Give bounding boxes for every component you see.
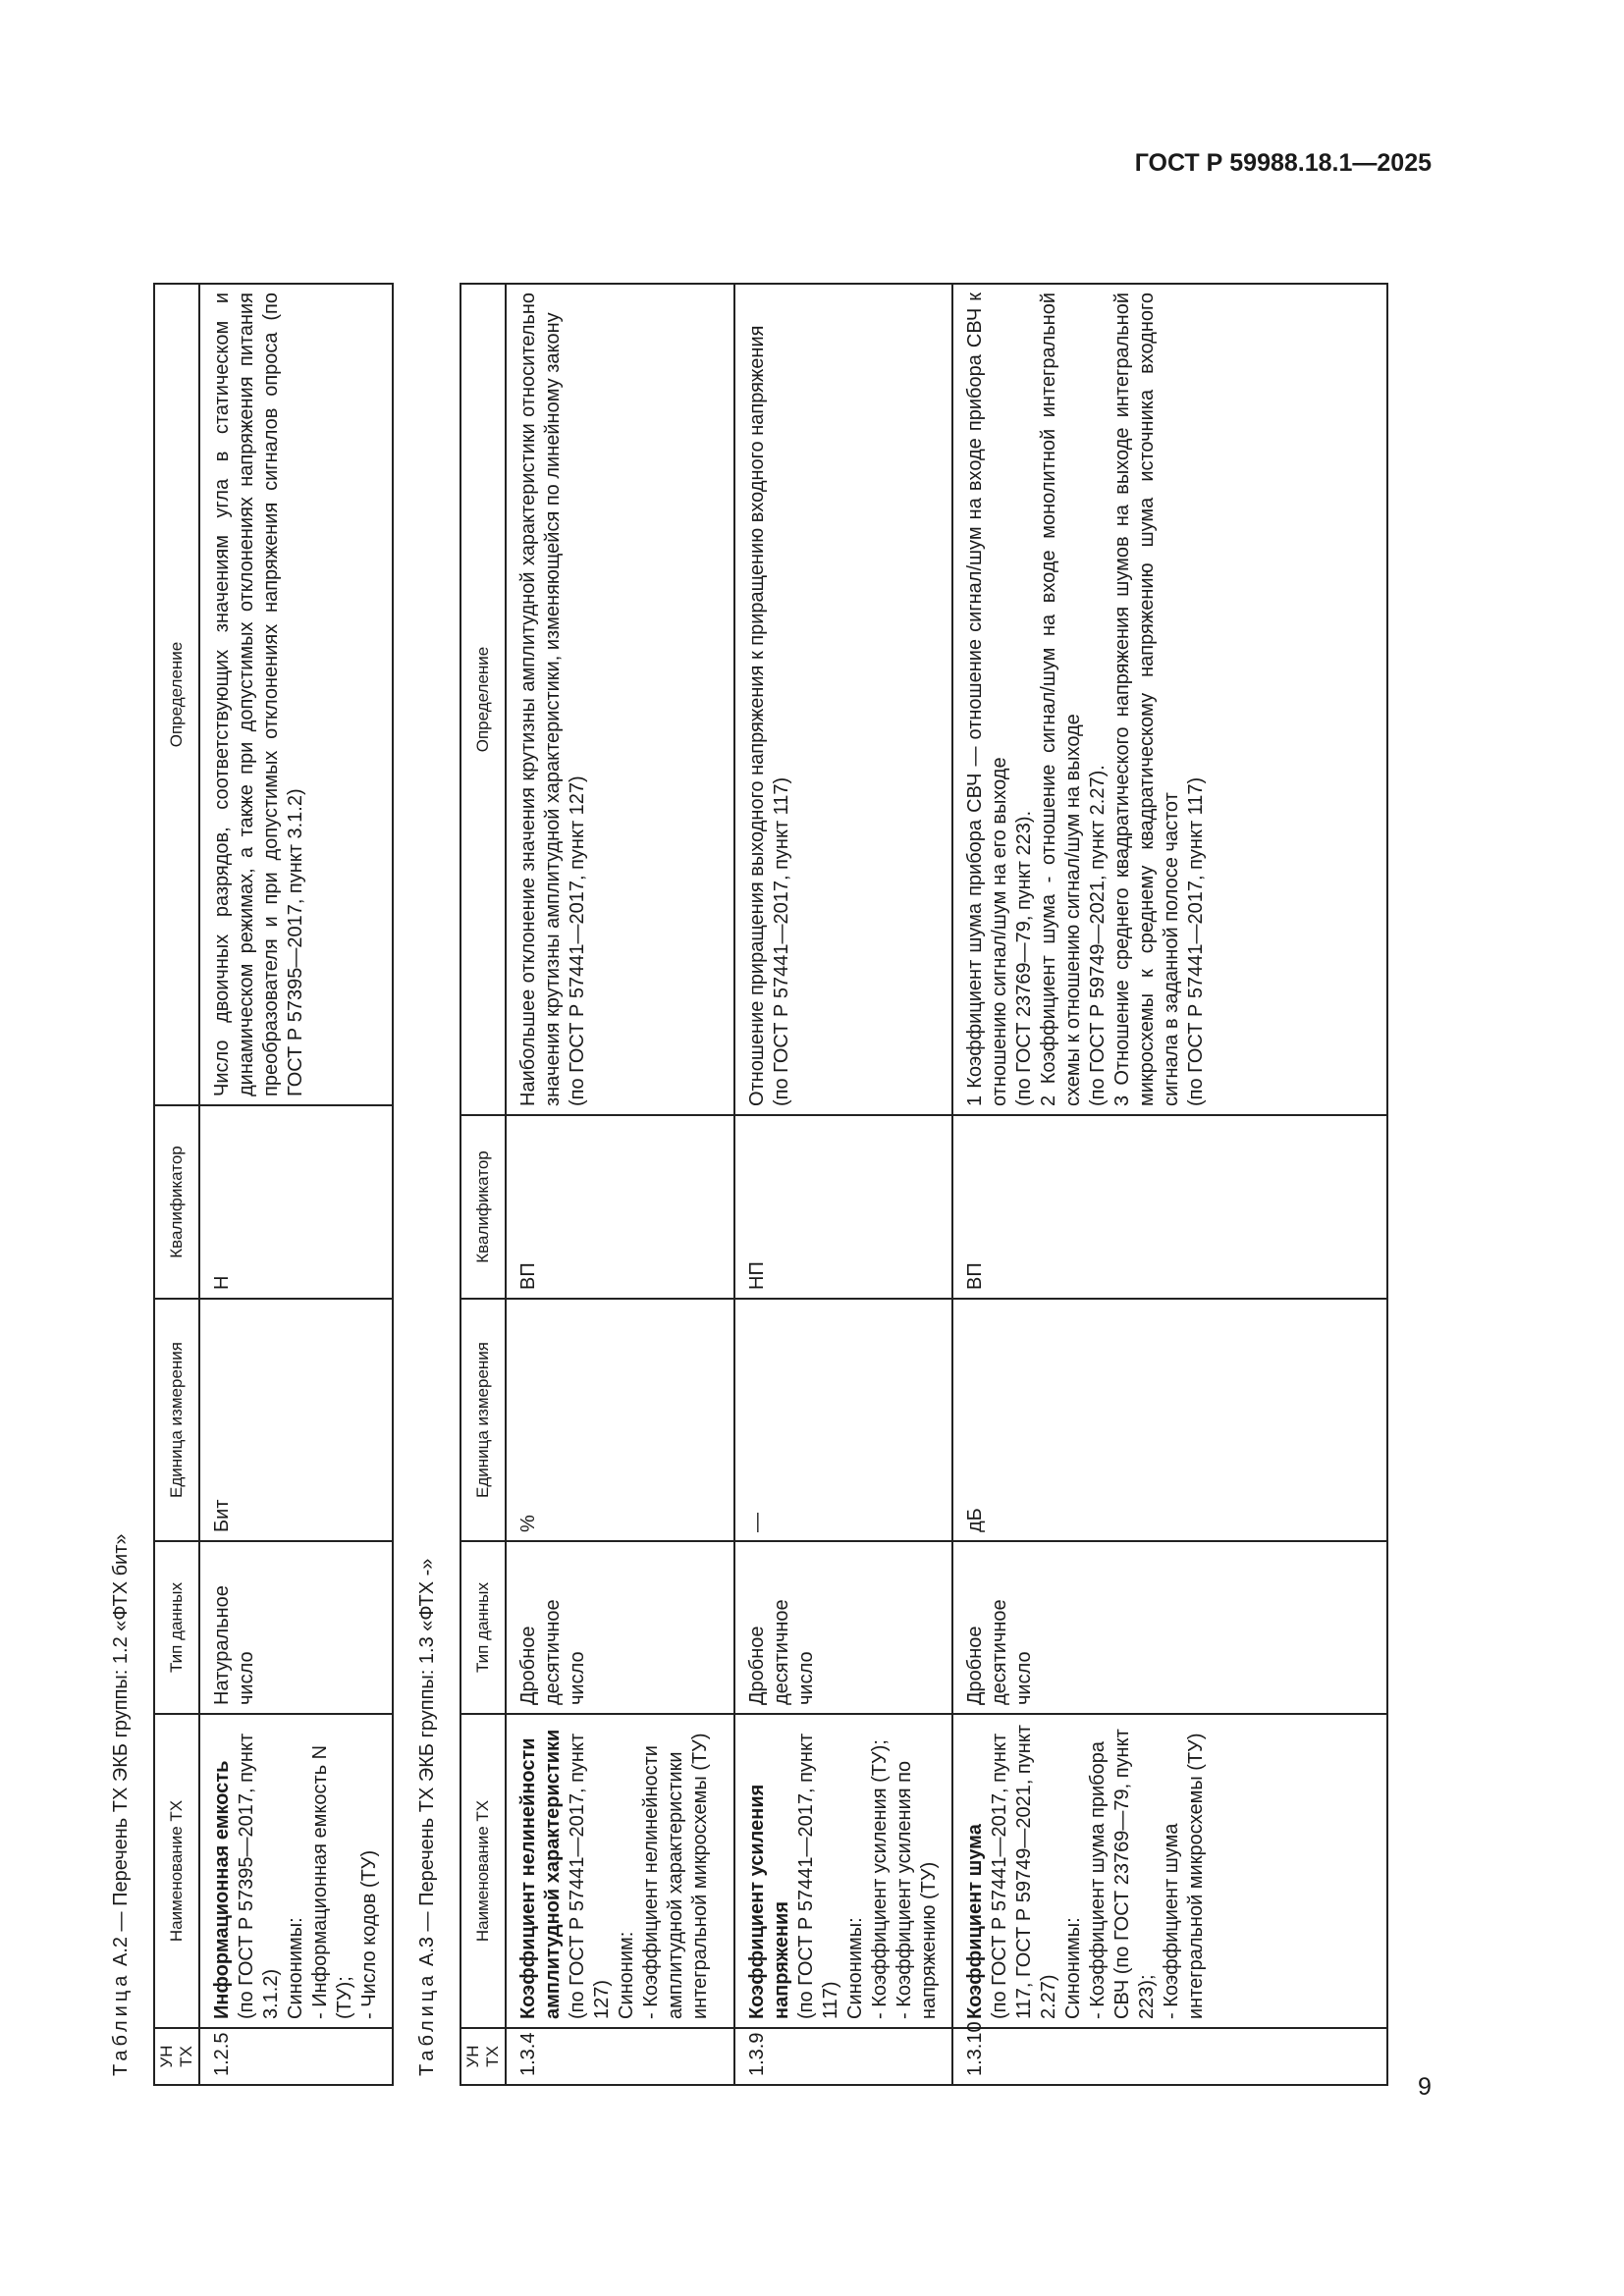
cell-un: 1.2.5 (199, 2028, 393, 2085)
name-line: (по ГОСТ Р 57441—2017, пункт 117, ГОСТ Р 59749—2021, пункт 2.27) (989, 1725, 1059, 2019)
rotated-content (110, 206, 1382, 2086)
cell-definition (952, 284, 1387, 1115)
name-bold: Коэффициент усиления напряжения (746, 1784, 792, 2019)
definition-line: (по ГОСТ Р 59749—2021, пункт 2.27). (1087, 765, 1109, 1106)
name-line: Синонимы: (844, 1917, 866, 2019)
name-line: - Коэффициент нелинейности амплитудной характеристики интегральной микросхемы (ТУ) (640, 1733, 711, 2019)
col-header: Тип данных (460, 1541, 506, 1714)
name-line: - Число кодов (ТУ) (358, 1849, 380, 2019)
name-line: - Коэффициент шума интегральной микросхемы (ТУ) (1161, 1733, 1207, 2019)
cell-unit: % (506, 1299, 734, 1541)
col-header: Наименование ТХ (154, 1714, 199, 2028)
page-number: 9 (1418, 2073, 1432, 2101)
cell-name (199, 1714, 393, 2028)
caption-label: Таблица (110, 1971, 132, 2076)
table-header-row (460, 284, 506, 2085)
col-header: Единица измерения (460, 1299, 506, 1541)
cell-name (506, 1714, 734, 2028)
col-header: Единица измерения (154, 1299, 199, 1541)
definition-line: 3 Отношение среднего квадратического напряжения шумов на выходе интегральной микросхемы к среднему квадратическому напряжению шума источника входного сигнала в заданной полосе частот (1111, 293, 1182, 1106)
standard-header: ГОСТ Р 59988.18.1—2025 (1134, 149, 1432, 177)
table-row (952, 284, 1387, 2085)
col-header: Квалификатор (154, 1105, 199, 1299)
definition-line: (по ГОСТ 23769—79, пункт 223). (1013, 810, 1035, 1106)
col-header: УН ТХ (460, 2028, 506, 2085)
name-line: - Коэффициент усиления по напряжению (ТУ) (893, 1760, 940, 2019)
caption-label: Таблица (416, 1971, 438, 2076)
name-bold: Коэффициент шума (964, 1824, 986, 2019)
name-line: Синонимы: (285, 1917, 306, 2019)
cell-definition (734, 284, 952, 1115)
name-bold: Информационная емкость (211, 1760, 233, 2019)
definition-line: (по ГОСТ Р 57441—2017, пункт 117) (771, 776, 792, 1106)
table-a2-caption (110, 1533, 133, 2076)
col-header: Определение (460, 284, 506, 1115)
definition-line: (по ГОСТ Р 57441—2017, пункт 117) (1185, 776, 1207, 1106)
cell-unit: — (734, 1299, 952, 1541)
definition-line: 2 Коэффициент шума - отношение сигнал/шум на входе монолитной интегральной схемы к отношению сигнал/шум на выходе (1038, 293, 1084, 1106)
caption-text: А.2 — Перечень ТХ ЭКБ группы: 1.2 «ФТХ бит» (110, 1533, 132, 1967)
name-line: Синоним: (616, 1931, 637, 2019)
name-line: (по ГОСТ Р 57395—2017, пункт 3.1.2) (236, 1733, 282, 2019)
table-a2 (153, 283, 394, 2086)
col-header: Наименование ТХ (460, 1714, 506, 2028)
name-line: (по ГОСТ Р 57441—2017, пункт 127) (567, 1733, 613, 2019)
cell-type: Дробное десятичное число (952, 1541, 1387, 1714)
cell-name (734, 1714, 952, 2028)
name-line: - Информационная емкость N (ТУ); (309, 1744, 355, 2019)
cell-unit: Бит (199, 1299, 393, 1541)
col-header: Определение (154, 284, 199, 1105)
name-line: - Коэффициент усиления (ТУ); (869, 1739, 891, 2019)
definition-line: 1 Коэффициент шума прибора СВЧ — отношение сигнал/шум на входе прибора СВЧ к отношению сигнал/шум на его выходе (964, 293, 1010, 1106)
cell-qualifier: НП (734, 1115, 952, 1299)
cell-type: Дробное десятичное число (734, 1541, 952, 1714)
name-line: - Коэффициент шума прибора СВЧ (по ГОСТ 23769—79, пункт 223); (1087, 1729, 1158, 2019)
definition-line: Отношение приращения выходного напряжения к приращению входного напряжения (746, 325, 768, 1106)
cell-type: Дробное десятичное число (506, 1541, 734, 1714)
name-line: Синонимы: (1062, 1917, 1084, 2019)
cell-qualifier: ВП (506, 1115, 734, 1299)
name-line: (по ГОСТ Р 57441—2017, пункт 117) (795, 1733, 841, 2019)
col-header: УН ТХ (154, 2028, 199, 2085)
definition-line: Наибольшее отклонение значения крутизны амплитудной характеристики относительно значения крутизны амплитудной характеристики, изменяющейся по линейному закону (517, 293, 564, 1106)
table-row (506, 284, 734, 2085)
caption-text: А.3 — Перечень ТХ ЭКБ группы: 1.3 «ФТХ -» (416, 1558, 438, 1967)
table-row (734, 284, 952, 2085)
cell-qualifier: Н (199, 1105, 393, 1299)
cell-un: 1.3.10 (952, 2028, 1387, 2085)
cell-un: 1.3.9 (734, 2028, 952, 2085)
table-a3 (460, 283, 1388, 2086)
cell-unit: дБ (952, 1299, 1387, 1541)
table-row (199, 284, 393, 2085)
cell-un: 1.3.4 (506, 2028, 734, 2085)
table-a3-caption (416, 1559, 439, 2076)
cell-definition (506, 284, 734, 1115)
col-header: Тип данных (154, 1541, 199, 1714)
cell-name (952, 1714, 1387, 2028)
table-header-row (154, 284, 199, 2085)
name-bold: Коэффициент нелинейности амплитудной характеристики (517, 1729, 564, 2019)
col-header: Квалификатор (460, 1115, 506, 1299)
cell-type: Натуральное число (199, 1541, 393, 1714)
definition-line: (по ГОСТ Р 57441—2017, пункт 127) (567, 775, 588, 1106)
cell-definition: Число двоичных разрядов, соответствующих значениям угла в статическом и динамическом режимах, а также при допустимых отклонениях напряжения питания преобразователя и при допустимых отклонениях напряжения сигналов опроса (по ГОСТ Р 57395—2017, пункт 3.1.2) (199, 284, 393, 1105)
cell-qualifier: ВП (952, 1115, 1387, 1299)
